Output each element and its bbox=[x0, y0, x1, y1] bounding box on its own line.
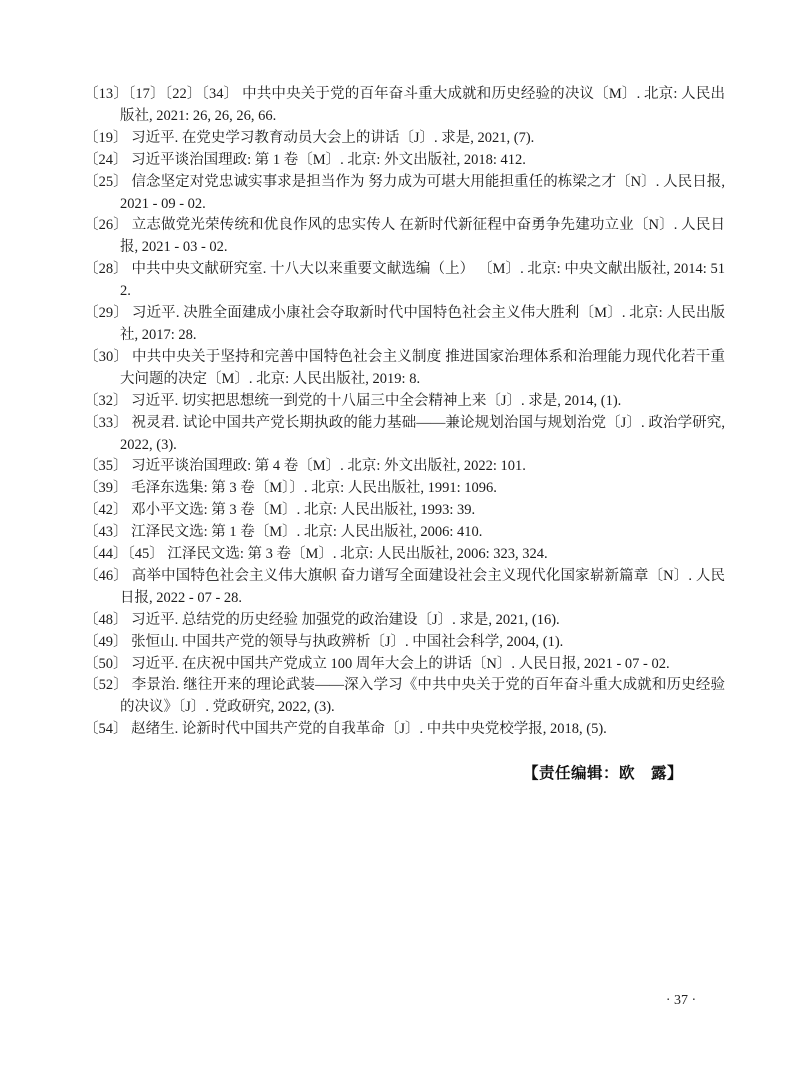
reference-item: 〔50〕 习近平. 在庆祝中国共产党成立 100 周年大会上的讲话〔N〕. 人民日报, 2021 - 07 - 02. bbox=[84, 655, 670, 672]
editor-note: 【责任编辑：欧 露】 bbox=[522, 765, 683, 782]
reference-item: 〔52〕 李景治. 继往开来的理论武装——深入学习《中共中央关于党的百年奋斗重大成就和历史经验的决议》〔J〕. 党政研究, 2022, (3). bbox=[84, 677, 725, 716]
reference-item: 〔26〕 立志做党光荣传统和优良作风的忠实传人 在新时代新征程中奋勇争先建功立业〔N〕. 人民日报, 2021 - 03 - 02. bbox=[84, 217, 725, 256]
reference-item: 〔25〕 信念坚定对党忠诚实事求是担当作为 努力成为可堪大用能担重任的栋梁之才〔N〕. 人民日报, 2021 - 09 - 02. bbox=[84, 173, 725, 212]
reference-item: 〔42〕 邓小平文选: 第 3 卷〔M〕. 北京: 人民出版社, 1993: 39. bbox=[84, 502, 476, 519]
page-number: · 37 · bbox=[665, 993, 697, 1008]
reference-item: 〔43〕 江泽民文选: 第 1 卷〔M〕. 北京: 人民出版社, 2006: 410. bbox=[84, 524, 483, 541]
reference-item: 〔19〕 习近平. 在党史学习教育动员大会上的讲话〔J〕. 求是, 2021, (7). bbox=[84, 129, 535, 146]
reference-item: 〔44〕〔45〕 江泽民文选: 第 3 卷〔M〕. 北京: 人民出版社, 2006: 323, 324. bbox=[84, 546, 548, 563]
references-list bbox=[84, 84, 725, 741]
reference-item: 〔54〕 赵绪生. 论新时代中国共产党的自我革命〔J〕. 中共中央党校学报, 2018, (5). bbox=[84, 721, 607, 738]
reference-item: 〔46〕 高举中国特色社会主义伟大旗帜 奋力谱写全面建设社会主义现代化国家崭新篇章〔N〕. 人民日报, 2022 - 07 - 28. bbox=[84, 567, 725, 606]
reference-item: 〔32〕 习近平. 切实把思想统一到党的十八届三中全会精神上来〔J〕. 求是, 2014, (1). bbox=[84, 392, 622, 409]
reference-item: 〔24〕 习近平谈治国理政: 第 1 卷〔M〕. 北京: 外文出版社, 2018: 412. bbox=[84, 151, 526, 168]
reference-item: 〔35〕 习近平谈治国理政: 第 4 卷〔M〕. 北京: 外文出版社, 2022: 101. bbox=[84, 458, 526, 475]
reference-item: 〔33〕 祝灵君. 试论中国共产党长期执政的能力基础——兼论规划治国与规划治党〔J〕. 政治学研究, 2022, (3). bbox=[84, 414, 725, 453]
reference-item: 〔28〕 中共中央文献研究室. 十八大以来重要文献选编（上） 〔M〕. 北京: 中央文献出版社, 2014: 512. bbox=[84, 261, 725, 300]
reference-item: 〔48〕 习近平. 总结党的历史经验 加强党的政治建设〔J〕. 求是, 2021, (16). bbox=[84, 611, 560, 628]
reference-item: 〔29〕 习近平. 决胜全面建成小康社会夺取新时代中国特色社会主义伟大胜利〔M〕. 北京: 人民出版社, 2017: 28. bbox=[84, 305, 725, 343]
reference-item: 〔30〕 中共中央关于坚持和完善中国特色社会主义制度 推进国家治理体系和治理能力现代化若干重大问题的决定〔M〕. 北京: 人民出版社, 2019: 8. bbox=[84, 348, 725, 387]
reference-item: 〔13〕〔17〕〔22〕〔34〕 中共中央关于党的百年奋斗重大成就和历史经验的决议〔M〕. 北京: 人民出版社, 2021: 26, 26, 26, 66. bbox=[84, 86, 725, 124]
reference-item: 〔49〕 张恒山. 中国共产党的领导与执政辨析〔J〕. 中国社会科学, 2004, (1). bbox=[84, 633, 564, 650]
reference-item: 〔39〕 毛泽东选集: 第 3 卷〔M〕〕. 北京: 人民出版社, 1991: 1096. bbox=[84, 480, 497, 497]
